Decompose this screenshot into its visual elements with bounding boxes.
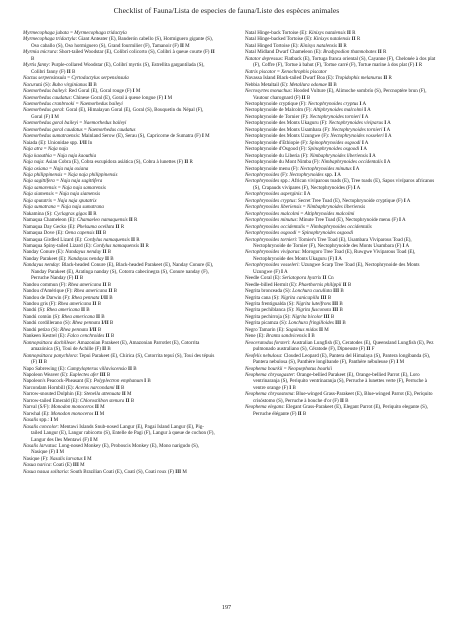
index-entry: Nectophrynoide cryptique (F): Nectophrynoides cryptus I A (245, 100, 367, 107)
index-entry: Negrita cana (S): Nigrita canicapilla III B (245, 294, 332, 301)
index-entry: Myrmia micrura: Short-tailed Woodstar (E), Colibrí colicorto (S), Colibri à queue courte (F) II B (23, 49, 215, 62)
index-entry: Neophema elegans: Elegant Grass-Parakeet (E), Elegant Parrot (E), Periquito elegante (S), Perruche élégante (F) II B (245, 404, 428, 417)
index-entry: Navassa Island Black-tailed Dwarf Boa (E): Tropidophis melanurus II R (245, 75, 392, 82)
index-entry: Nectophrynoides cryptus: Secret Tree Toad (E), Nectophrynoide cryptique (F) I A (245, 197, 411, 204)
index-entry: Nebbia Metaltail (E): Metallura odomae II B (245, 81, 337, 88)
index-entry: Nectophrynoides spp.: African viviparous toads (E), Tree toads (E), Sapos vivíparos africanos (S), Crapauds vivipares (F), Nectophrynoides (F) I A (245, 178, 435, 191)
index-entry: Namaqua Girdled Lizard (E): Cordylus namaquensis II R (23, 236, 140, 243)
index-entry: Naja sputatrix = Naja naja sputatrix (23, 197, 97, 204)
index-entry: Naja sumatrana = Naja naja sumatrana (23, 204, 104, 211)
index-entry: Naemorhedus sumatraensis: Mainland Serow (E), Serau (S), Capricorne de Sumatra (F) I M (23, 133, 210, 140)
index-entry: Nandou gris (F): Rhea americana II B (23, 301, 101, 308)
index-entry: Natal Hinge-backed Tortoise (E): Kinixys natalensis II R (245, 36, 361, 43)
index-entry: Nectophrynoide menu (F): Nectophrynoides minutus I A (245, 165, 360, 172)
index-entry: Namaqua Dove (E): Oena capensis III B (23, 230, 107, 237)
index-entry: Nectophrynoide des Monts Ukaguru (F): Nectophrynoides viviparus I A (245, 120, 391, 127)
index-entry: Nannopsittaca dachilleae: Amazonian Parakeet (E), Amazonian Parrotlet (E), Cotorrita amazónica (S), Toui de Achille (F) II B (23, 339, 200, 353)
index-entry: Narcondam Hornbill (E): Aceros narcondami II B (23, 384, 125, 391)
index-entry: Naja kaouthia = Naja naja kaouthia (23, 152, 97, 159)
index-entry: Narrow-snouted Dolphin (E): Stenella attenuata II M (23, 391, 132, 398)
index-entry: Nannopsittaca panychlora: Tepui Parakeet (E), Chirica (S), Cotorrita tepuí (S), Toui des tépuis (F) II B (23, 352, 215, 366)
index-entry: Nectophrynoide de Tornier (F): Nectophrynoides tornieri I A (245, 113, 369, 120)
index-entry: Myrmecophaga tridactyla: Giant Anteater (E), Banderón cabello (S), Hormiguero gigante (S), Oso caballo (S), Oso hormiguero (S), Grand fourmilier (F), Tamanoir (F) II M (23, 36, 213, 49)
index-entry: Naja sagittifera = Naja naja sagittifera (23, 178, 103, 185)
index-entry: Naja samarensis = Naja naja samarensis (23, 184, 106, 191)
index-entry: Narrow-tailed Emerald (E): Chlorostilbon stenura II B (23, 397, 135, 404)
index-entry: Myrtis fanny: Purple-collared Woodstar (E), Colibrí myrtis (S), Estrellita gargantilada (S), Colibri fanny (F) II B (23, 62, 205, 75)
index-entry: Necrosyrtes monachus: Hooded Vulture (E), Alimoche sombrío (S), Percnoptère brun (F), Vautour charognard (F) II B (245, 88, 427, 101)
index-entry: Nakamina (S): Cyclagras gigas II R (23, 210, 97, 217)
index-entry: Nectophrynoides tornieri: Tornier's Tree Toad (E), Usambara Viviparous Toad (E), Nectophrynoide de Tornier (F), Nectophrynoide des Monts Usambara (F) I A (245, 236, 412, 249)
index-entry: Nasalis spp.: I M (23, 417, 59, 424)
index-entry: Negrita pechirroja (S): Nigrita bicolor III B (245, 313, 335, 320)
index-entry: Nectophrynoide d'Osgood (F): Spinophrynoides osgoodi I A (245, 146, 368, 153)
index-entry: Natal Hinged Tortoise (E): Kinixys natalensis II R (245, 42, 347, 49)
index-entry: Nacurutú (S): Bubo virginianus II B (23, 81, 97, 88)
index-entry: Nectophrynoides viviparus: Morogoro Tree Toad (E), Ruwgwe Viviparous Toad (E), Nectophrynoide des Monts Ukaguru (F) I A (245, 249, 416, 262)
index-entry: Nandou d'Amérique (F): Rhea americana II B (23, 288, 118, 295)
index-entry: Naemorhedus goral caudatus = Naemorhedus caudatus (23, 126, 136, 133)
index-entry: Naja atra = Naja naja (23, 146, 68, 153)
index-entry: Nanday Parakeet (E): Nandayus nenday II B (23, 255, 114, 262)
index-entry: Napoleon's Peacock-Pheasant (E): Polyplectron emphanum I B (23, 378, 151, 385)
index-entry: Naja oxiana = Naja naja oxiana (23, 165, 89, 172)
index-entry: Neophema chrysostoma: Blue-winged Grass-Parakeet (E), Blue-winged Parrot (E), Periquito crisóstomo (S), Perruche à bouche d'or (F) II B (245, 391, 433, 404)
index-entry: Nectophrynoide des Monts Usambara (F): Nectophrynoides tornieri I A (245, 126, 391, 133)
index-entry: Naja philippinensis = Naja naja philippinensis (23, 171, 118, 178)
index-entry: Negrita frentigualda (S): Nigrita luteifrons III B (245, 301, 343, 308)
index-entry: Namaqua Spiny-tailed Lizard (E): Cordylus namaquensis II R (23, 242, 149, 249)
index-entry: Nasalis larvatus: Long-nosed Monkey (E), Proboscis Monkey (E), Mono narigudo (S), Nasique (F) I M (23, 443, 199, 456)
index-entry: Namaqua Day Gecko (E): Phelsuma ocellata II R (23, 223, 125, 230)
index-entry: Nectophrynoides vosseleri: Uzungwe Scarp Tree Toad (E), Nectophrynoide des Monts Uzungwe (F) I A (245, 262, 420, 275)
index-entry: Nectophrynoides (F): Nectophrynoides spp. I A (245, 171, 341, 178)
left-column (23, 30, 215, 475)
index-entry: Natal Hinge-back Tortoise (E): Kinixys natalensis II R (245, 30, 356, 36)
index-entry: Needle-billed Hermit (E): Phaethornis philippii II B (245, 281, 352, 288)
index-entry: Napo Sabrewing (E): Campylopterus villaviscensio II B (23, 365, 137, 372)
index-entry: Naemorhedus goral: Goral (E), Himalayan Goral (E), Goral (S), Bouquetin du Népal (F), Goral (F) I M (23, 107, 204, 120)
index-entry: Naja siamensis = Naja naja siamensis (23, 191, 101, 198)
index-entry: Neophema chrysogaster: Orange-bellied Parakeet (E), Orange-bellied Parrot (E), Loro ventrinaranja (S), Periquito ventrinaranja (S), Perruche à lunettes verte (F), Perruche à ventre orange (F) I B (245, 372, 428, 391)
index-entry: Nasua nasua solitaria: South Brazilian Coati (E), Coatí (S), Coati roux (F) III M (23, 468, 187, 475)
index-entry: Negrita picamza (S): Lonchura fringilloides III B (245, 320, 346, 327)
index-entry: Nectophrynoides osgoodi = Spinophrynoides osgoodi (245, 230, 353, 237)
index-entry: Neoceratodus forsteri: Australian Lungfish (E), Ceratodes (E), Queensland Lungfish (E), Pez pulmonado australiano (S), Cératode (F), Dipneuste (F) II F (245, 339, 434, 353)
index-entry: Natator depressus: Flatback (E), Tortuga franca oriental (S), Cayanne (F), Chelonée à dos plat (F), Coffre (F), Tortue à bahut (F), Tortue carré (F), Tortue marine à dos plat (F) I R (245, 55, 436, 69)
index-entry: Negro Tamarin (E): Saguinus midas II M (245, 326, 329, 333)
index-entry: Needle Coral (E): Seriatopora hystrix II Cn (245, 275, 334, 282)
index-entry: Natrix piscator = Xenochrophis piscator (245, 68, 327, 75)
index-entry: Nandú cordillerano (S): Rhea pennata I/II B (23, 320, 114, 327)
right-column (245, 30, 437, 417)
index-entry: Nandayus nenday: Black-headed Conure (E), Black-headed Parakeet (E), Nanday Conure (E), Nanday Parakeet (E), Aratinga nanday (S), Cotorra cabecinegra (S), Conure nanday (F), Perruche Nanday (F) II B (23, 262, 214, 282)
index-entry: Neophema bourkii = Neopsephotus bourkii (245, 365, 332, 372)
index-entry: Naja naja: Asian Cobra (E), Cobra escupidora asiática (S), Cobra à lunettes (F) II R (23, 159, 193, 166)
index-entry: Napoleon Weaver (E): Euplectes afer III B (23, 372, 111, 379)
index-entry: Nanday Conure (E): Nandayus nenday II B (23, 249, 112, 256)
index-entry: Naemorhedus caudatus: Chinese Goral (E), Goral à queue longue (F) I M (23, 94, 173, 101)
index-entry: Narwhal (E): Monodon monoceros II M (23, 410, 105, 417)
index-entry: Nectophrynoide d'Ethiopie (F): Spinophrynoides osgoodi I A (245, 139, 369, 146)
page-header: Checklist of Fauna/Lista de especies de fauna/Liste des espèces animales (113, 6, 340, 15)
index-entry: Negrita pechiblanca (S): Nigrita fusconota III B (245, 307, 343, 314)
index-entry: Nectophrynoides asperginis: I A (245, 191, 311, 198)
index-entry: Naiada (E): Unionidae spp. I/II In (23, 139, 93, 146)
index-entry: Nandú común (S): Rhea americana II B (23, 313, 105, 320)
index-entry: Nandou commun (F): Rhea americana II B (23, 281, 112, 288)
page-number: 197 (221, 604, 232, 611)
index-entry: Nene (E): Branta sandvicensis I B (245, 333, 315, 340)
index-entry: Natal Midland Dwarf Chameleon (E): Bradypodion thamnobates II R (245, 49, 387, 56)
index-entry: Naemorhedus cranbrooki = Naemorhedus baileyi (23, 100, 123, 107)
index-entry: Nectophrynoides malcolmi = Altiphrynoides malcolmi (245, 210, 355, 217)
index-entry: Narval (S/F): Monodon monoceros II M (23, 404, 105, 411)
index-entry: Nankeen Kestrel (E): Falco cenchroides II B (23, 333, 115, 340)
index-entry: Naemorhedus baileyi: Red Goral (E), Goral rouge (F) I M (23, 88, 141, 95)
index-entry: Nectophrynoide du Liberia (F): Nimbaphrynoides liberiensis I A (245, 152, 376, 159)
index-entry: Nectophrynoides liberiensis = Nimbaphrynoides liberiensis (245, 204, 366, 211)
index-entry: Nectophrynoide du Mont Nimba (F): Nimbaphrynoides occidentalis I A (245, 159, 391, 166)
index-entry: Nandú (S): Rhea americana II B (23, 307, 90, 314)
index-entry: Nactus serpensinsula = Cyrtodactylus serpensinsula (23, 75, 129, 82)
index-entry: Nasalis concolor: Mentawi Islands Snub-nosed Langur (E), Pagai Island Langur (E), Pig-tailed Langur (E), Langur rabicorto (S), Entelle de Pagi (F), Langur à queue de cochon (F), Langur des Iles Mentawi (F) I M (23, 423, 215, 443)
index-entry: Nectophrynoides minutus: Minute Tree Toad (E), Nectophrynoide menu (F) I A (245, 217, 406, 224)
index-entry: Negrita bronceada (S): Lonchura cucullata III B (245, 288, 344, 295)
index-entry: Nandú petizo (S): Rhea pennata I/II B (23, 326, 102, 333)
index-entry: Nectophrynoides occidentalis = Nimbaphrynoides occidentalis (245, 223, 372, 230)
index-entry: Namaqua Chameleon (E): Chamaeleo namaquensis II R (23, 217, 138, 224)
index-entry: Neofelis nebulosa: Clouded Leopard (E), Pantera del Himalaya (S), Pantera longibanda (S), Pantera nebulosa (S), Panthère longibande (F), Panthère nébuleuse (F) I M (245, 352, 431, 366)
index-entry: Nectophrynoide de Malcolm (F): Altiphrynoides malcolmi I A (245, 107, 371, 114)
index-entry: Nasique (F): Nasalis larvatus I M (23, 455, 92, 462)
index-entry: Nectophrynoide des Monts Uzungwe (F): Nectophrynoides vosseleri I A (245, 133, 392, 140)
index-entry: Naemorhedus goral baileyi = Naemorhedus baileyi (23, 120, 127, 127)
index-entry: Nasua narica: Coati (E) III M (23, 462, 85, 469)
index-entry: Myrmecophaga jubata = Myrmecophaga tridactyla (23, 30, 127, 36)
index-entry: Nandou de Darwin (F): Rhea pennata I/II B (23, 294, 113, 301)
